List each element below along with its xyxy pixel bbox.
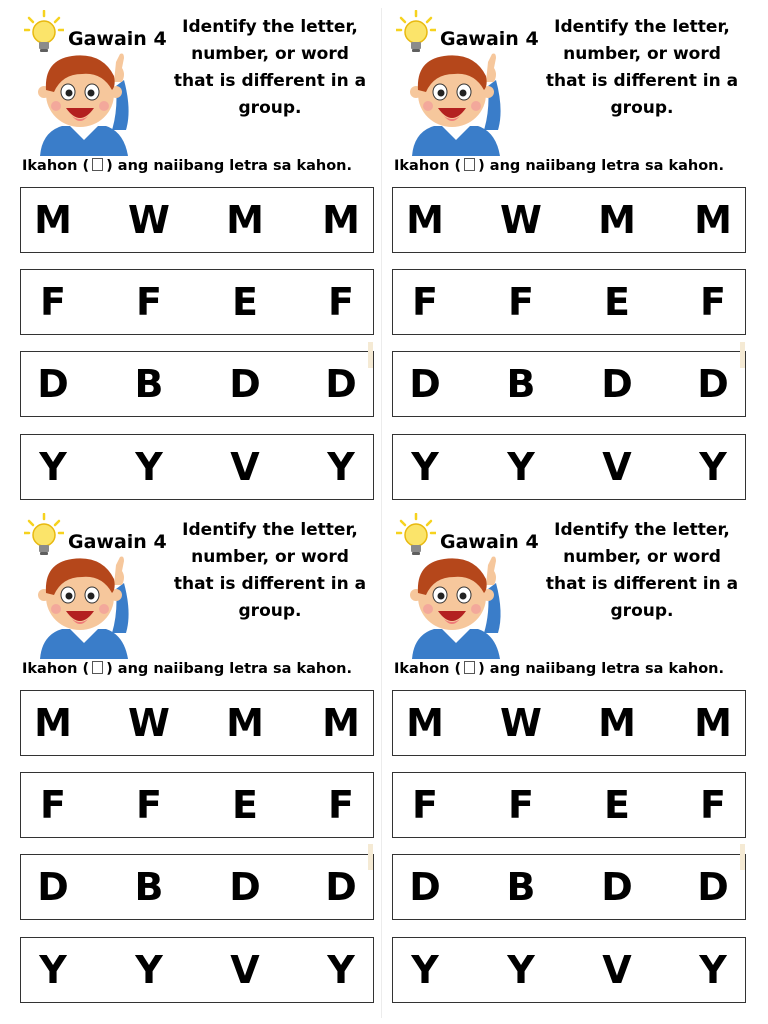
letter-cell[interactable]: E: [604, 783, 630, 827]
letter-row: [20, 187, 374, 253]
activity-title: Gawain 4: [68, 28, 167, 50]
letter-row: [392, 434, 746, 500]
prompt-after: ) ang naiibang letra sa kahon.: [106, 661, 353, 677]
letter-row: [20, 269, 374, 335]
boy-pointing-illustration: [32, 50, 136, 156]
prompt-before: Ikahon (: [22, 661, 90, 677]
letter-cell[interactable]: F: [328, 783, 354, 827]
activity-title: Gawain 4: [68, 531, 167, 553]
prompt-before: Ikahon (: [22, 158, 90, 174]
letter-cell[interactable]: M: [406, 701, 444, 745]
instruction-text: Identify the letter, number, or word that is different in a group.: [545, 520, 739, 621]
letter-cell[interactable]: M: [598, 701, 636, 745]
prompt-text: [22, 158, 352, 174]
letter-cell[interactable]: Y: [507, 445, 535, 489]
card-header: [20, 503, 382, 677]
card-header: [20, 0, 382, 174]
letter-cell[interactable]: Y: [39, 445, 67, 489]
letter-row: [20, 937, 374, 1003]
letter-cell[interactable]: F: [136, 783, 162, 827]
letter-cell[interactable]: M: [34, 198, 72, 242]
letter-cell[interactable]: E: [604, 280, 630, 324]
letter-cell[interactable]: B: [506, 362, 536, 406]
letter-cell[interactable]: D: [697, 865, 729, 909]
letter-cell[interactable]: F: [508, 280, 534, 324]
letter-cell[interactable]: F: [136, 280, 162, 324]
letter-cell[interactable]: M: [226, 198, 264, 242]
letter-cell[interactable]: D: [37, 865, 69, 909]
letter-cell[interactable]: Y: [699, 445, 727, 489]
prompt-after: ) ang naiibang letra sa kahon.: [106, 158, 353, 174]
letter-cell[interactable]: Y: [507, 948, 535, 992]
letter-cell[interactable]: M: [34, 701, 72, 745]
letter-cell[interactable]: D: [601, 362, 633, 406]
letter-cell[interactable]: F: [412, 783, 438, 827]
letter-cell[interactable]: M: [598, 198, 636, 242]
worksheet-card: [392, 503, 754, 1003]
letter-row: [392, 937, 746, 1003]
instruction-text: Identify the letter, number, or word that is different in a group.: [545, 17, 739, 118]
letter-row: [392, 187, 746, 253]
letter-cell[interactable]: D: [37, 362, 69, 406]
letter-cell[interactable]: D: [409, 362, 441, 406]
letter-cell[interactable]: B: [134, 362, 164, 406]
letter-cell[interactable]: D: [325, 865, 357, 909]
activity-title: Gawain 4: [440, 531, 539, 553]
letter-cell[interactable]: F: [328, 280, 354, 324]
letter-cell[interactable]: Y: [411, 948, 439, 992]
square-box-icon: [464, 661, 475, 674]
letter-row: [20, 690, 374, 756]
instruction-text: Identify the letter, number, or word that is different in a group.: [173, 17, 367, 118]
letter-cell[interactable]: F: [412, 280, 438, 324]
letter-cell[interactable]: F: [40, 783, 66, 827]
edge-mark: [368, 342, 373, 368]
letter-cell[interactable]: M: [694, 701, 732, 745]
letter-cell[interactable]: V: [602, 445, 632, 489]
edge-mark: [368, 844, 373, 870]
letter-row: [392, 854, 746, 920]
worksheet-card: [392, 0, 754, 500]
letter-row: [20, 772, 374, 838]
letter-row: [20, 854, 374, 920]
boy-pointing-illustration: [404, 50, 508, 156]
prompt-before: Ikahon (: [394, 661, 462, 677]
letter-cell[interactable]: E: [232, 280, 258, 324]
letter-row: [392, 269, 746, 335]
letter-cell[interactable]: F: [508, 783, 534, 827]
letter-cell[interactable]: F: [700, 783, 726, 827]
letter-cell[interactable]: M: [322, 701, 360, 745]
letter-cell[interactable]: D: [229, 362, 261, 406]
edge-mark: [740, 342, 745, 368]
boy-pointing-illustration: [404, 553, 508, 659]
letter-cell[interactable]: F: [700, 280, 726, 324]
letter-cell[interactable]: Y: [39, 948, 67, 992]
letter-cell[interactable]: D: [409, 865, 441, 909]
prompt-after: ) ang naiibang letra sa kahon.: [478, 661, 725, 677]
letter-row: [20, 434, 374, 500]
letter-cell[interactable]: D: [325, 362, 357, 406]
letter-cell[interactable]: B: [134, 865, 164, 909]
letter-cell[interactable]: M: [322, 198, 360, 242]
letter-cell[interactable]: M: [694, 198, 732, 242]
worksheet-card: [20, 0, 382, 500]
letter-cell[interactable]: Y: [135, 445, 163, 489]
letter-cell[interactable]: W: [500, 701, 542, 745]
letter-cell[interactable]: M: [406, 198, 444, 242]
prompt-text: [394, 158, 724, 174]
prompt-after: ) ang naiibang letra sa kahon.: [478, 158, 725, 174]
letter-cell[interactable]: M: [226, 701, 264, 745]
letter-cell[interactable]: F: [40, 280, 66, 324]
card-header: [392, 503, 754, 677]
letter-cell[interactable]: Y: [327, 948, 355, 992]
letter-cell[interactable]: D: [229, 865, 261, 909]
letter-cell[interactable]: Y: [699, 948, 727, 992]
worksheet-card: [20, 503, 382, 1003]
letter-cell[interactable]: D: [697, 362, 729, 406]
letter-cell[interactable]: V: [230, 948, 260, 992]
edge-mark: [740, 844, 745, 870]
square-box-icon: [92, 158, 103, 171]
square-box-icon: [464, 158, 475, 171]
letter-cell[interactable]: Y: [327, 445, 355, 489]
letter-cell[interactable]: Y: [411, 445, 439, 489]
letter-cell[interactable]: W: [128, 198, 170, 242]
letter-cell[interactable]: B: [506, 865, 536, 909]
prompt-text: [22, 661, 352, 677]
square-box-icon: [92, 661, 103, 674]
letter-cell[interactable]: V: [602, 948, 632, 992]
letter-cell[interactable]: W: [500, 198, 542, 242]
prompt-before: Ikahon (: [394, 158, 462, 174]
card-header: [392, 0, 754, 174]
activity-title: Gawain 4: [440, 28, 539, 50]
letter-cell[interactable]: E: [232, 783, 258, 827]
letter-row: [20, 351, 374, 417]
letter-cell[interactable]: V: [230, 445, 260, 489]
boy-pointing-illustration: [32, 553, 136, 659]
letter-cell[interactable]: D: [601, 865, 633, 909]
letter-row: [392, 351, 746, 417]
letter-row: [392, 690, 746, 756]
prompt-text: [394, 661, 724, 677]
instruction-text: Identify the letter, number, or word that is different in a group.: [173, 520, 367, 621]
letter-cell[interactable]: W: [128, 701, 170, 745]
letter-row: [392, 772, 746, 838]
letter-cell[interactable]: Y: [135, 948, 163, 992]
